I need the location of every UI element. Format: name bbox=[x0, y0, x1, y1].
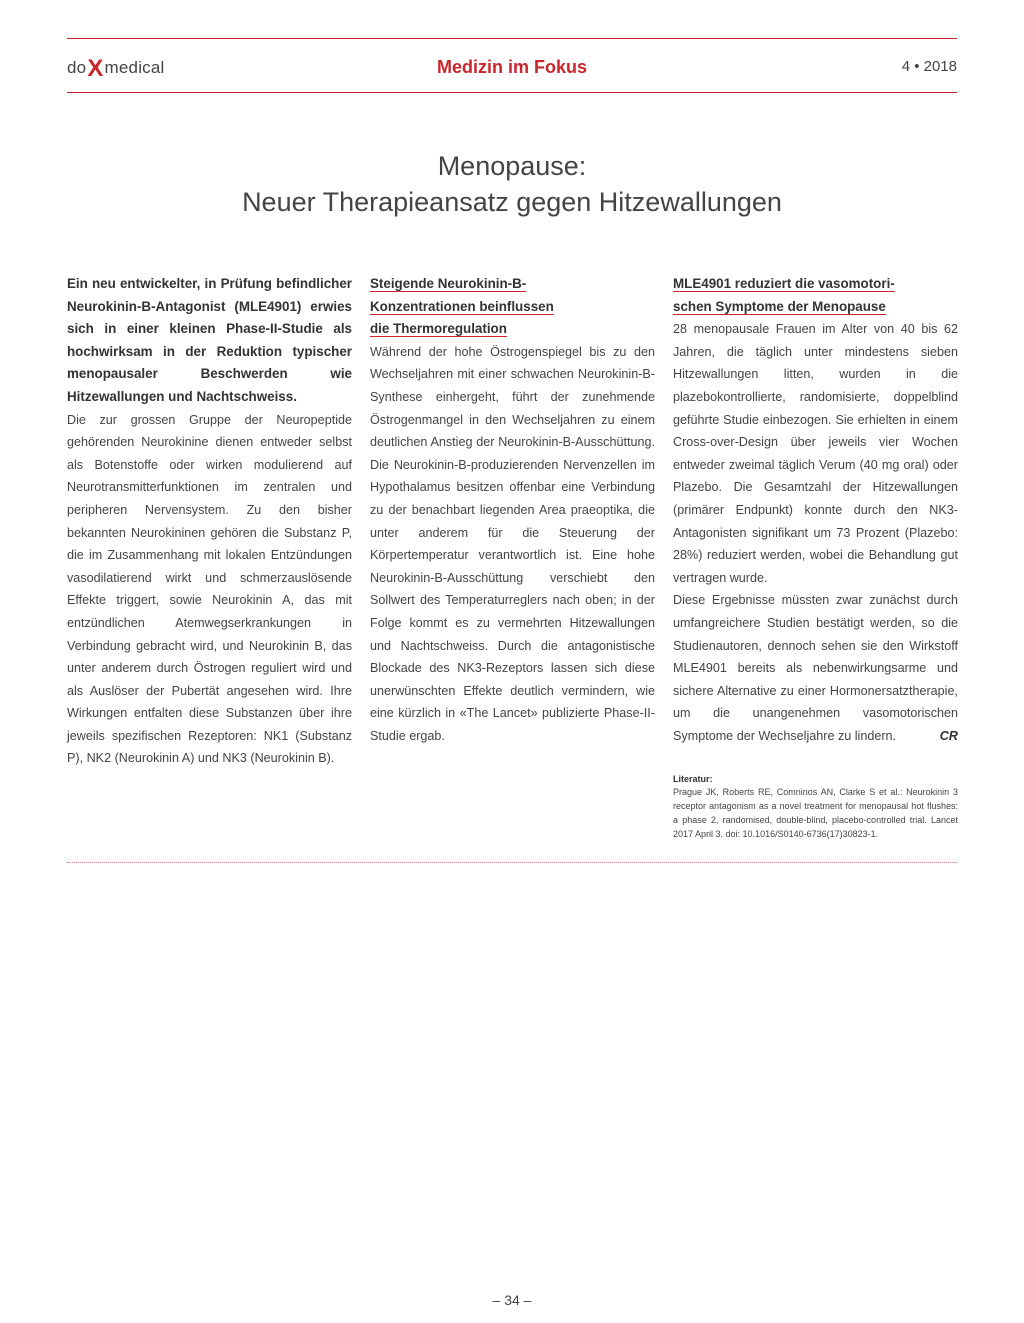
column-2 bbox=[370, 273, 655, 747]
lead-paragraph: Ein neu entwickelter, in Prüfung befindlicher Neurokinin-B-Antagonist (MLE4901) erwies sich in einer kleinen Phase-II-Studie als hochwirksam in der Reduktion typischer menopausaler Beschwerden wie Hitzewallungen und Nachtschweiss. bbox=[67, 276, 352, 404]
section-title: Medizin im Fokus bbox=[436, 57, 587, 77]
column-3-body-1: 28 menopausale Frauen im Alter von 40 bis 62 Jahren, die täglich unter mindestens sieben Hitzewallungen litten, wurden in die plazebokontrollierte, randomisierte, doppelblind geführte Studie einbezogen. Sie erhielten in einem Cross-over-Design über jeweils vier Wochen entweder zweimal täglich Verum (40 mg oral) oder Plazebo. Die Gesamtzahl der Hitzewallungen (primärer Endpunkt) konnte durch den NK3-Antagonisten signifikant um 73 Prozent (Plazebo: 28%) reduziert werden, wobei die Behandlung gut vertragen wurde. bbox=[673, 322, 958, 585]
page-number: – 34 – bbox=[492, 1292, 532, 1308]
column-1 bbox=[67, 273, 352, 770]
article-end-rule bbox=[67, 862, 957, 863]
column-3-heading bbox=[673, 273, 958, 318]
column-2-heading-line2: Konzentrationen beinflussen bbox=[370, 298, 554, 314]
article-title bbox=[0, 148, 1024, 220]
column-2-heading-line1: Steigende Neurokinin-B- bbox=[370, 276, 527, 291]
logo-text-right: medical bbox=[104, 58, 165, 77]
header-bottom-rule bbox=[67, 92, 957, 93]
logo-text-left: do bbox=[67, 58, 87, 77]
column-2-body: Während der hohe Östrogenspiegel bis zu den Wechseljahren mit einer schwachen Neurokinin-B-Synthese einhergeht, führt der zunehmende Östrogenmangel in den Wechseljahren zu einem deutlichen Anstieg der Neurokinin-B-Ausschüttung. Die Neurokinin-B-produzierenden Nervenzellen im Hypothalamus besitzen offenbar eine Verbindung zu der benachbart liegenden Area praeoptika, die unter anderem für die Steuerung der Körpertemperatur verantwortlich ist. Eine hohe Neurokinin-B-Ausschüttung verschiebt den Sollwert des Temperaturreglers nach oben; in der Folge kommt es zu vermehrten Hitzewallungen und Nachtschweiss. Durch die antagonistische Blockade des NK3-Rezeptors lassen sich diese unerwünschten Effekte deutlich vermindern, wie eine kürzlich in «The Lancet» publizierte Phase-II-Studie ergab. bbox=[370, 344, 655, 743]
column-3-heading-line2: schen Symptome der Menopause bbox=[673, 298, 886, 314]
logo-x-mark: X bbox=[87, 55, 104, 82]
literature-reference: Prague JK, Roberts RE, Comninos AN, Clarke S et al.: Neurokinin 3 receptor antagonism as a novel treatment for menopausal hot flushes: a phase 2, randomised, double-blind, placebo-controlled trial. Lancet 2017 April 3. doi: 10.1016/S0140-6736(17)30823-1. bbox=[673, 787, 958, 840]
header-top-rule bbox=[67, 38, 957, 39]
column-3 bbox=[673, 273, 958, 841]
column-1-body: Die zur grossen Gruppe der Neuropeptide gehörenden Neurokinine dienen entweder selbst als Botenstoffe oder wirken modulierend auf Neurotransmitterfunktionen im zentralen und peripheren Nervensystem. Zu den bisher bekannten Neurokininen gehören die Substanz P, die im Zusammenhang mit lokalen Entzündungen vasodilatierend wirkt und schmerzauslösende Effekte triggert, sowie Neurokinin A, das mit entzündlichen Atemwegserkrankungen in Verbindung gebracht wird, und Neurokinin B, das unter anderem durch Östrogen reguliert wird und als Auslöser der Pubertät angesehen wird. Ihre Wirkungen entfalten diese Substanzen über ihre jeweils spezifischen Rezeptoren: NK1 (Substanz P), NK2 (Neurokinin A) und NK3 (Neurokinin B). bbox=[67, 412, 352, 766]
column-3-heading-line1: MLE4901 reduziert die vasomotori- bbox=[673, 276, 895, 291]
article-title-line1: Menopause: bbox=[437, 151, 587, 181]
author-initials: CR bbox=[939, 728, 958, 743]
column-3-body-2: Diese Ergebnisse müssten zwar zunächst durch umfangreichere Studien bestätigt werden, so die Studienautoren, dennoch sehen sie den Wirkstoff MLE4901 bereits als nebenwirkungsarme und sichere Alternative zu einer Hormonersatztherapie, um die unangenehmen vasomotorischen Symptome der Wechseljahre zu lindern. bbox=[673, 593, 958, 743]
literature-label: Literatur: bbox=[673, 774, 713, 785]
article-title-line2: Neuer Therapieansatz gegen Hitzewallungen bbox=[242, 187, 782, 217]
column-3-body-2-wrap bbox=[673, 589, 958, 747]
column-2-heading-line3: die Thermoregulation bbox=[370, 321, 507, 337]
column-2-heading bbox=[370, 273, 655, 341]
issue-number: 4 • 2018 bbox=[901, 58, 957, 75]
